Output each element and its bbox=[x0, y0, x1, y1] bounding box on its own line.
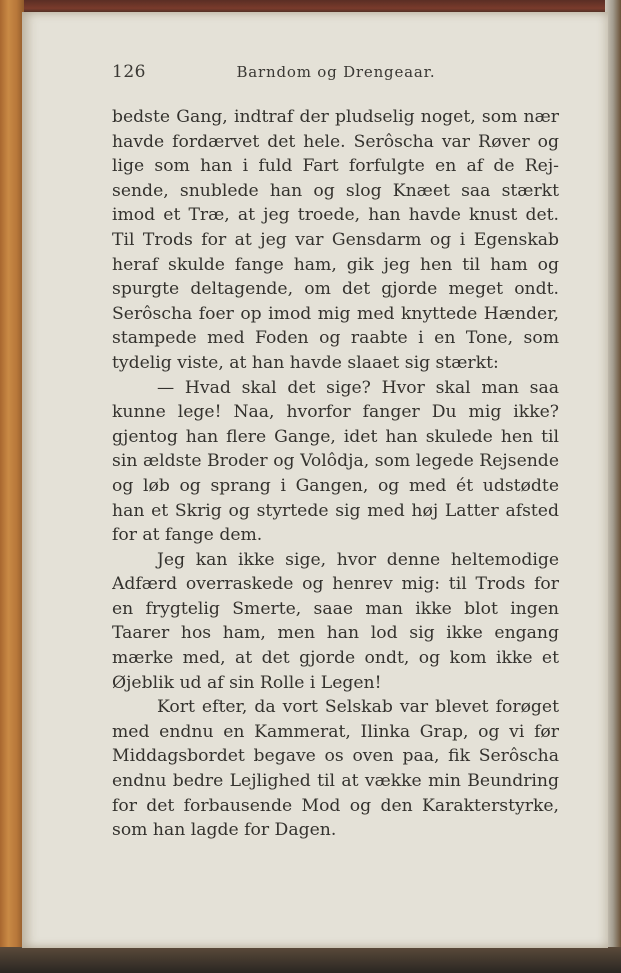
text-line: Til Trods for at jeg var Gensdarm og i Egenskab bbox=[112, 229, 559, 250]
page-number: 126 bbox=[112, 62, 146, 82]
text-line: som han lagde for Dagen. bbox=[112, 820, 337, 841]
text-line: imod et Træ, at jeg troede, han havde knust det. bbox=[112, 205, 559, 226]
book-bottom-shadow bbox=[0, 947, 621, 973]
text-line: sende, snublede han og slog Knæet saa stærkt bbox=[112, 180, 559, 201]
text-line: endnu bedre Lejlighed til at vække min Beundring bbox=[112, 771, 559, 792]
text-line: — Hvad skal det sige? Hvor skal man saa bbox=[157, 377, 559, 398]
body-text bbox=[112, 105, 559, 843]
text-line: kunne lege! Naa, hvorfor fanger Du mig ikke? bbox=[112, 402, 559, 423]
text-line: Kort efter, da vort Selskab var blevet forøget bbox=[157, 697, 559, 718]
text-line: en frygtelig Smerte, saae man ikke blot ingen bbox=[112, 598, 559, 619]
text-line: Serôscha foer op imod mig med knyttede Hænder, bbox=[112, 303, 559, 324]
text-line: Jeg kan ikke sige, hvor denne heltemodige bbox=[157, 549, 559, 570]
running-title: Barndom og Drengeaar. bbox=[236, 63, 436, 81]
text-line: heraf skulde fange ham, gik jeg hen til ham og bbox=[112, 254, 559, 275]
text-line: spurgte deltagende, om det gjorde meget ondt. bbox=[112, 279, 559, 300]
text-line: lige som han i fuld Fart forfulgte en af de Rej- bbox=[112, 156, 559, 177]
text-line: bedste Gang, indtraf der pludselig noget, som nær bbox=[112, 107, 559, 127]
text-line: Middagsbordet begave os oven paa, fik Serôscha bbox=[112, 746, 559, 767]
text-line: for at fange dem. bbox=[112, 525, 263, 546]
text-line: havde fordærvet det hele. Serôscha var Røver og bbox=[112, 131, 559, 152]
text-line: Adfærd overraskede og henrev mig: til Trods for bbox=[112, 574, 559, 595]
book-binding-left bbox=[0, 0, 24, 973]
page-header bbox=[112, 62, 560, 88]
text-line: Taarer hos ham, men han lod sig ikke engang bbox=[112, 623, 559, 644]
text-line: og løb og sprang i Gangen, og med ét udstødte bbox=[112, 475, 559, 496]
text-line: tydelig viste, at han havde slaaet sig stærkt: bbox=[112, 352, 499, 373]
text-line: Øjeblik ud af sin Rolle i Legen! bbox=[112, 672, 382, 693]
text-line: gjentog han flere Gange, idet han skulede hen til bbox=[112, 426, 559, 447]
text-line: for det forbausende Mod og den Karakterstyrke, bbox=[112, 795, 559, 816]
text-line: sin ældste Broder og Volôdja, som legede Rejsende bbox=[112, 451, 559, 472]
text-line: han et Skrig og styrtede sig med høj Latter afsted bbox=[112, 500, 559, 521]
text-line: mærke med, at det gjorde ondt, og kom ikke et bbox=[112, 648, 559, 669]
text-line: stampede med Foden og raabte i en Tone, som bbox=[112, 328, 559, 349]
text-line: med endnu en Kammerat, Ilinka Grap, og vi før bbox=[112, 721, 559, 742]
